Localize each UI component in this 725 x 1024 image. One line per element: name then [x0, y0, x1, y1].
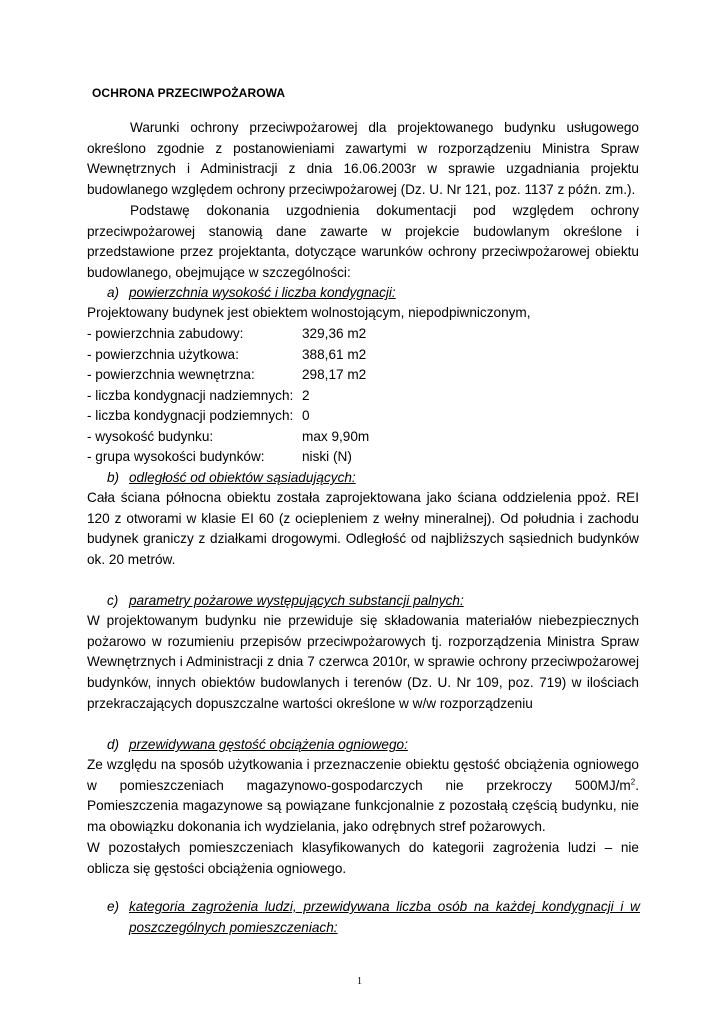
- page-title: OCHRONA PRZECIWPOŻAROWA: [92, 86, 286, 100]
- section-b-title: odległość od obiektów sąsiadujących:: [129, 470, 356, 485]
- section-e-heading: [107, 897, 640, 938]
- item-label: - powierzchnia użytkowa:: [87, 347, 239, 362]
- section-c-letter: c): [107, 593, 119, 608]
- section-d-letter: d): [107, 737, 120, 752]
- item-value: 329,36 m2: [302, 326, 367, 341]
- list-item: [87, 447, 352, 468]
- section-e-letter: e): [107, 899, 120, 914]
- list-item: [87, 345, 366, 366]
- item-value: 2: [302, 388, 310, 403]
- item-label: - powierzchnia wewnętrzna:: [87, 367, 255, 382]
- section-c-title: parametry pożarowe występujących substancji palnych:: [129, 593, 464, 608]
- section-a-title: powierzchnia wysokość i liczba kondygnacji:: [129, 285, 396, 300]
- list-item: [87, 386, 310, 407]
- intro-paragraph-1: Warunki ochrony przeciwpożarowej dla projektowanego budynku usługowego określono zgodnie z postanowieniami zawartymi w rozporządzeniu Ministra Spraw Wewnętrznych i Administracji z dnia 16.06.2003r w sprawie uzgadniania projektu budowlanego względem ochrony przeciwpożarowej (Dz. U. Nr 121, poz. 1137 z późn. zm.).: [87, 120, 639, 198]
- section-e-title: kategoria zagrożenia ludzi, przewidywana liczba osób na każdej kondygnacji i w poszczególnych pomieszczeniach:: [129, 899, 640, 935]
- item-value: 298,17 m2: [302, 367, 367, 382]
- section-d-text-2: W pozostałych pomieszczeniach klasyfikowanych do kategorii zagrożenia ludzi – nie oblicza się gęstości obciążenia ogniowego.: [87, 840, 639, 876]
- section-d-text-1b: . Pomieszczenia magazynowe są powiązane funkcjonalnie z pozostałą częścią budynku, nie ma obowiązku dokonania ich wydzielania, jako odrębnych stref pożarowych.: [87, 777, 639, 835]
- section-c-heading: [107, 591, 464, 612]
- section-d-text-1a: Ze względu na sposób użytkowania i przeznaczenie obiektu gęstość obciążenia ogniowego w pomieszczeniach magazynowo-gospodarczych nie przekroczy 500MJ/m: [87, 757, 639, 793]
- item-label: - powierzchnia zabudowy:: [87, 326, 244, 341]
- list-item: [87, 406, 310, 427]
- section-a-letter: a): [107, 285, 120, 300]
- item-value: niski (N): [302, 449, 352, 464]
- list-item: [87, 427, 369, 448]
- item-value: 0: [302, 408, 310, 423]
- superscript-exponent: 2: [630, 777, 636, 787]
- item-label: - grupa wysokości budynków:: [87, 449, 265, 464]
- section-a-heading: [107, 283, 396, 304]
- item-label: - wysokość budynku:: [87, 429, 214, 444]
- intro-paragraph-2: Podstawę dokonania uzgodnienia dokumentacji pod względem ochrony przeciwpożarowej stanowią dane zawarte w projekcie budowlanym określone i przedstawione przez projektanta, dotyczące warunków ochrony przeciwpożarowej obiektu budowlanego, obejmujące w szczególności:: [87, 203, 639, 281]
- section-d-title: przewidywana gęstość obciążenia ogniowego:: [129, 737, 408, 752]
- list-item: [87, 324, 366, 345]
- section-d-text-1: [87, 755, 639, 838]
- section-d-heading: [107, 735, 408, 756]
- item-value: 388,61 m2: [302, 347, 367, 362]
- item-label: - liczba kondygnacji podziemnych:: [87, 408, 294, 423]
- section-b-letter: b): [107, 470, 120, 485]
- section-b-text: Cała ściana północna obiektu została zaprojektowana jako ściana oddzielenia ppoż. REI 120 z otworami w klasie EI 60 (z ociepleniem z wełny mineralnej). Od południa i zachodu budynek graniczy z działkami drogowymi. Odległość od najbliższych sąsiednich budynków ok. 20 metrów.: [87, 490, 639, 568]
- item-value: max 9,90m: [302, 429, 370, 444]
- section-b-heading: [107, 468, 356, 489]
- list-item: [87, 365, 366, 386]
- page-number: 1: [357, 976, 362, 987]
- section-a-lead: Projektowany budynek jest obiektem wolnostojącym, niepodpiwniczonym,: [87, 305, 531, 320]
- item-label: - liczba kondygnacji nadziemnych:: [87, 388, 294, 403]
- section-c-text: W projektowanym budynku nie przewiduje się składowania materiałów niebezpiecznych pożarowo w rozumieniu przepisów przeciwpożarowych tj. rozporządzenia Ministra Spraw Wewnętrznych i Administracji z dnia 7 czerwca 2010r, w sprawie ochrony przeciwpożarowej budynków, innych obiektów budowlanych i terenów (Dz. U. Nr 109, poz. 719) w ilościach przekraczających dopuszczalne wartości określone w w/w rozporządzeniu: [87, 613, 639, 711]
